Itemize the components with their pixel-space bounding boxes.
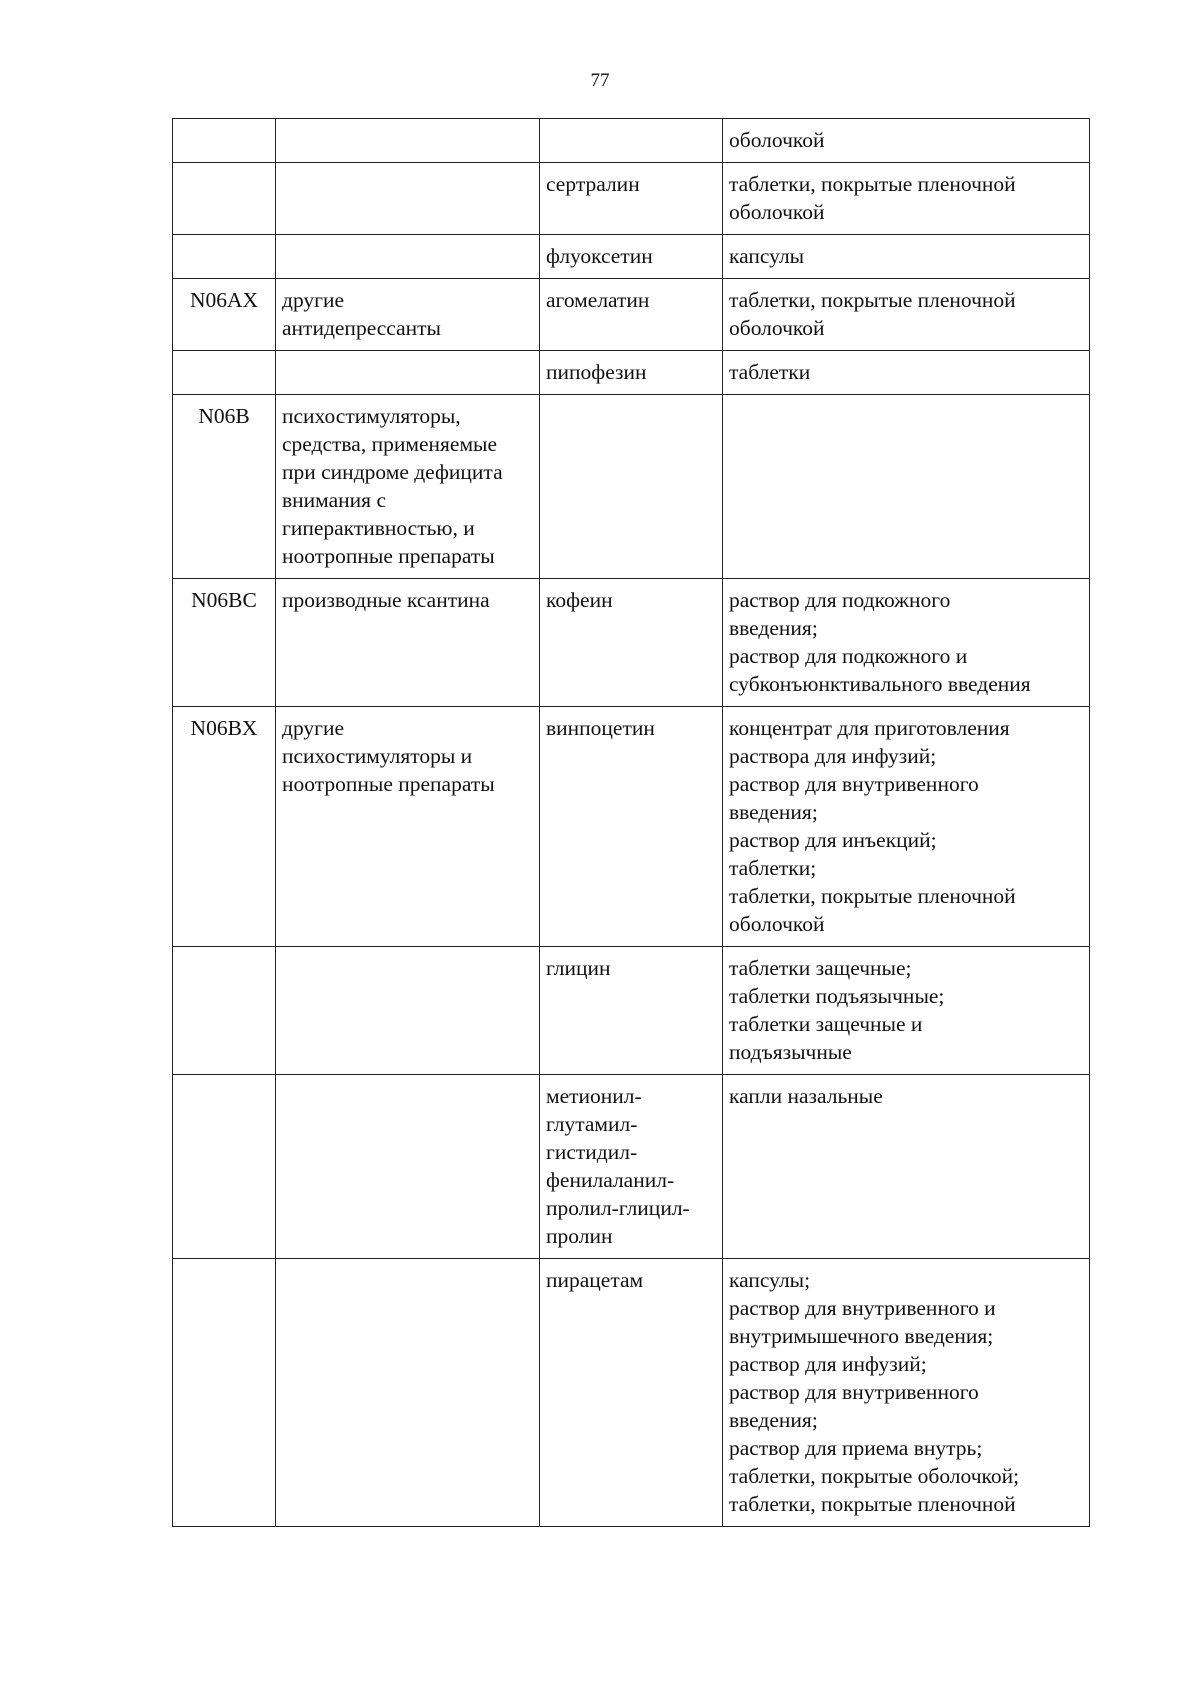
table-row <box>173 351 1090 395</box>
dosage-form-cell: таблетки, покрытые пленочной оболочкой <box>723 279 1090 351</box>
atc-code-cell: N06BC <box>173 579 276 707</box>
drug-cell: сертралин <box>540 163 723 235</box>
dosage-form-cell: раствор для подкожного введения; раствор для подкожного и субконъюнктивального введения <box>723 579 1090 707</box>
atc-code-cell <box>173 1259 276 1527</box>
table-row <box>173 395 1090 579</box>
drug-cell: пирацетам <box>540 1259 723 1527</box>
drug-cell: кофеин <box>540 579 723 707</box>
group-cell: психостимуляторы, средства, применяемые при синдроме дефицита внимания с гиперактивностью, и ноотропные препараты <box>276 395 540 579</box>
atc-code-cell <box>173 351 276 395</box>
drug-cell <box>540 395 723 579</box>
group-cell <box>276 351 540 395</box>
dosage-form-cell: таблетки, покрытые пленочной оболочкой <box>723 163 1090 235</box>
drug-cell: винпоцетин <box>540 707 723 947</box>
dosage-form-cell: таблетки защечные; таблетки подъязычные; таблетки защечные и подъязычные <box>723 947 1090 1075</box>
atc-code-cell: N06BX <box>173 707 276 947</box>
group-cell: другие психостимуляторы и ноотропные препараты <box>276 707 540 947</box>
group-cell <box>276 947 540 1075</box>
atc-code-cell <box>173 163 276 235</box>
group-cell: производные ксантина <box>276 579 540 707</box>
drug-cell: флуоксетин <box>540 235 723 279</box>
group-cell <box>276 1075 540 1259</box>
drug-cell: метионил- глутамил- гистидил- фенилаланил- пролил-глицил- пролин <box>540 1075 723 1259</box>
group-cell <box>276 119 540 163</box>
group-cell <box>276 163 540 235</box>
dosage-form-cell: таблетки <box>723 351 1090 395</box>
dosage-form-cell: оболочкой <box>723 119 1090 163</box>
atc-code-cell <box>173 1075 276 1259</box>
table-row <box>173 947 1090 1075</box>
page-number: 77 <box>590 70 610 91</box>
table-row <box>173 1259 1090 1527</box>
table-row <box>173 707 1090 947</box>
table-row <box>173 579 1090 707</box>
drug-cell: пипофезин <box>540 351 723 395</box>
drug-cell: агомелатин <box>540 279 723 351</box>
atc-code-cell: N06B <box>173 395 276 579</box>
table-row <box>173 163 1090 235</box>
atc-code-cell <box>173 947 276 1075</box>
atc-code-cell <box>173 235 276 279</box>
dosage-form-cell: капсулы; раствор для внутривенного и внутримышечного введения; раствор для инфузий; раствор для внутривенного введения; раствор для приема внутрь; таблетки, покрытые оболочкой; таблетки, покрытые пленочной <box>723 1259 1090 1527</box>
table-row <box>173 279 1090 351</box>
group-cell <box>276 235 540 279</box>
group-cell: другие антидепрессанты <box>276 279 540 351</box>
table-row <box>173 119 1090 163</box>
dosage-form-cell <box>723 395 1090 579</box>
atc-code-cell: N06AX <box>173 279 276 351</box>
group-cell <box>276 1259 540 1527</box>
table-row <box>173 235 1090 279</box>
dosage-form-cell: капли назальные <box>723 1075 1090 1259</box>
drug-table <box>172 118 1090 1527</box>
drug-cell: глицин <box>540 947 723 1075</box>
drug-cell <box>540 119 723 163</box>
atc-code-cell <box>173 119 276 163</box>
table-row <box>173 1075 1090 1259</box>
dosage-form-cell: капсулы <box>723 235 1090 279</box>
dosage-form-cell: концентрат для приготовления раствора для инфузий; раствор для внутривенного введения; раствор для инъекций; таблетки; таблетки, покрытые пленочной оболочкой <box>723 707 1090 947</box>
